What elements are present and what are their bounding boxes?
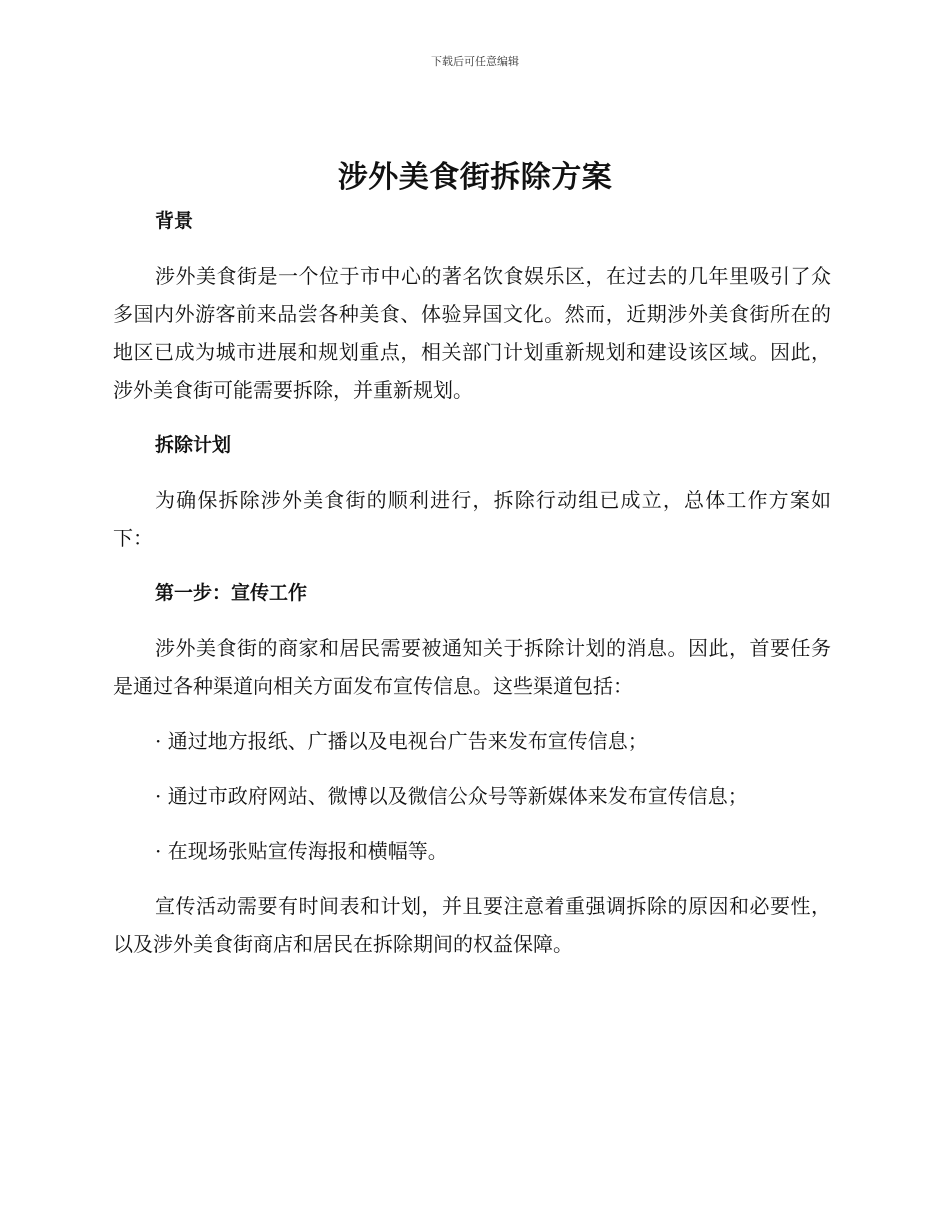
section-heading-background: 背景 [155,210,194,232]
background-paragraph: 涉外美食街是一个位于市中心的著名饮食娱乐区，在过去的几年里吸引了众多国内外游客前来品尝各种美食、体验异国文化。然而，近期涉外美食街所在的地区已成为城市进展和规划重点，相关部门计划重新规划和建设该区域。因此，涉外美食街可能需要拆除，并重新规划。 [113,264,831,402]
plan-paragraph: 为确保拆除涉外美食街的顺利进行，拆除行动组已成立，总体工作方案如下： [113,488,831,550]
list-item: · 通过地方报纸、广播以及电视台广告来发布宣传信息； [155,729,648,753]
document-title: 涉外美食街拆除方案 [337,160,613,195]
section-heading-step1: 第一步：宣传工作 [155,582,308,604]
document-body [113,202,831,980]
section-heading-plan: 拆除计划 [155,434,232,456]
list-item: · 在现场张贴宣传海报和横幅等。 [155,839,448,863]
closing-paragraph: 宣传活动需要有时间表和计划，并且要注意着重强调拆除的原因和必要性，以及涉外美食街商店和居民在拆除期间的权益保障。 [113,894,831,956]
header-note: 下载后可任意编辑 [431,55,519,68]
step1-paragraph: 涉外美食街的商家和居民需要被通知关于拆除计划的消息。因此，首要任务是通过各种渠道向相关方面发布宣传信息。这些渠道包括： [113,636,831,698]
list-item: · 通过市政府网站、微博以及微信公众号等新媒体来发布宣传信息； [155,784,748,808]
